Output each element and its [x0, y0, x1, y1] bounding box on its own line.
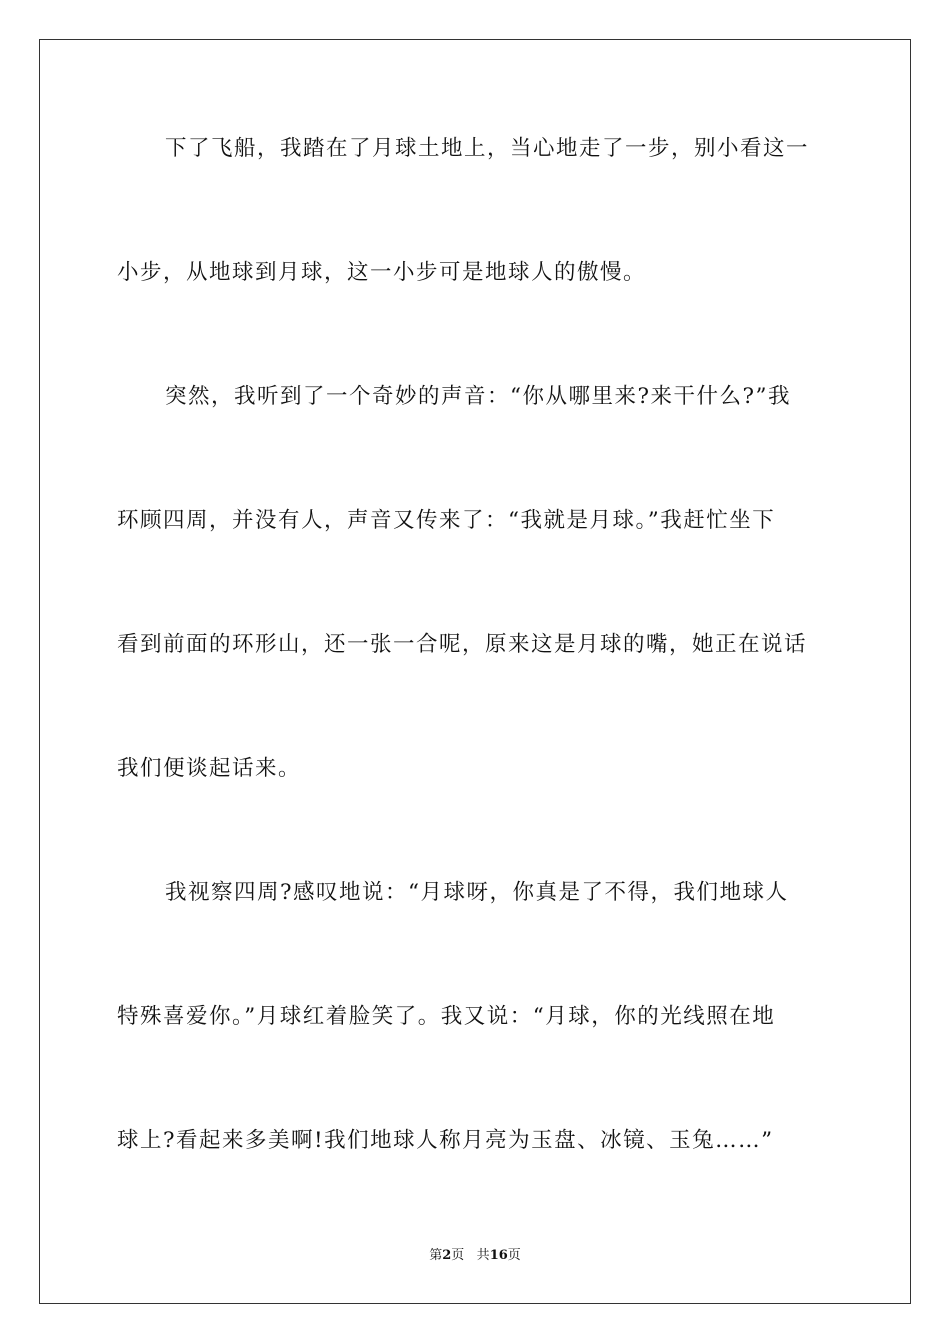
page-footer [0, 1247, 950, 1265]
paragraph-line-4: 环顾四周，并没有人，声音又传来了：“我就是月球。”我赶忙坐下 [117, 508, 776, 533]
page-border [39, 39, 911, 1304]
paragraph-line-1: 下了飞船，我踏在了月球土地上，当心地走了一步，别小看这一 [165, 136, 810, 161]
paragraph-line-3: 突然，我听到了一个奇妙的声音：“你从哪里来?来干什么?”我 [165, 384, 792, 409]
paragraph-line-2: 小步，从地球到月球，这一小步可是地球人的傲慢。 [117, 260, 647, 285]
paragraph-line-9: 球上?看起来多美啊!我们地球人称月亮为玉盘、冰镜、玉兔……” [117, 1128, 774, 1153]
paragraph-line-8: 特殊喜爱你。”月球红着脸笑了。我又说：“月球，你的光线照在地 [117, 1004, 776, 1029]
footer-page-prefix: 第 [429, 1248, 443, 1263]
footer-total-prefix: 共 [476, 1248, 490, 1263]
footer-page-number: 2 [442, 1248, 452, 1263]
footer-total-pages: 16 [489, 1248, 508, 1263]
footer-page-suffix: 页 [451, 1248, 465, 1263]
footer-total-suffix: 页 [507, 1248, 521, 1263]
paragraph-line-7: 我视察四周?感叹地说：“月球呀，你真是了不得，我们地球人 [165, 880, 789, 905]
paragraph-line-5: 看到前面的环形山，还一张一合呢，原来这是月球的嘴，她正在说话 [117, 632, 808, 657]
paragraph-line-6: 我们便谈起话来。 [117, 756, 302, 781]
